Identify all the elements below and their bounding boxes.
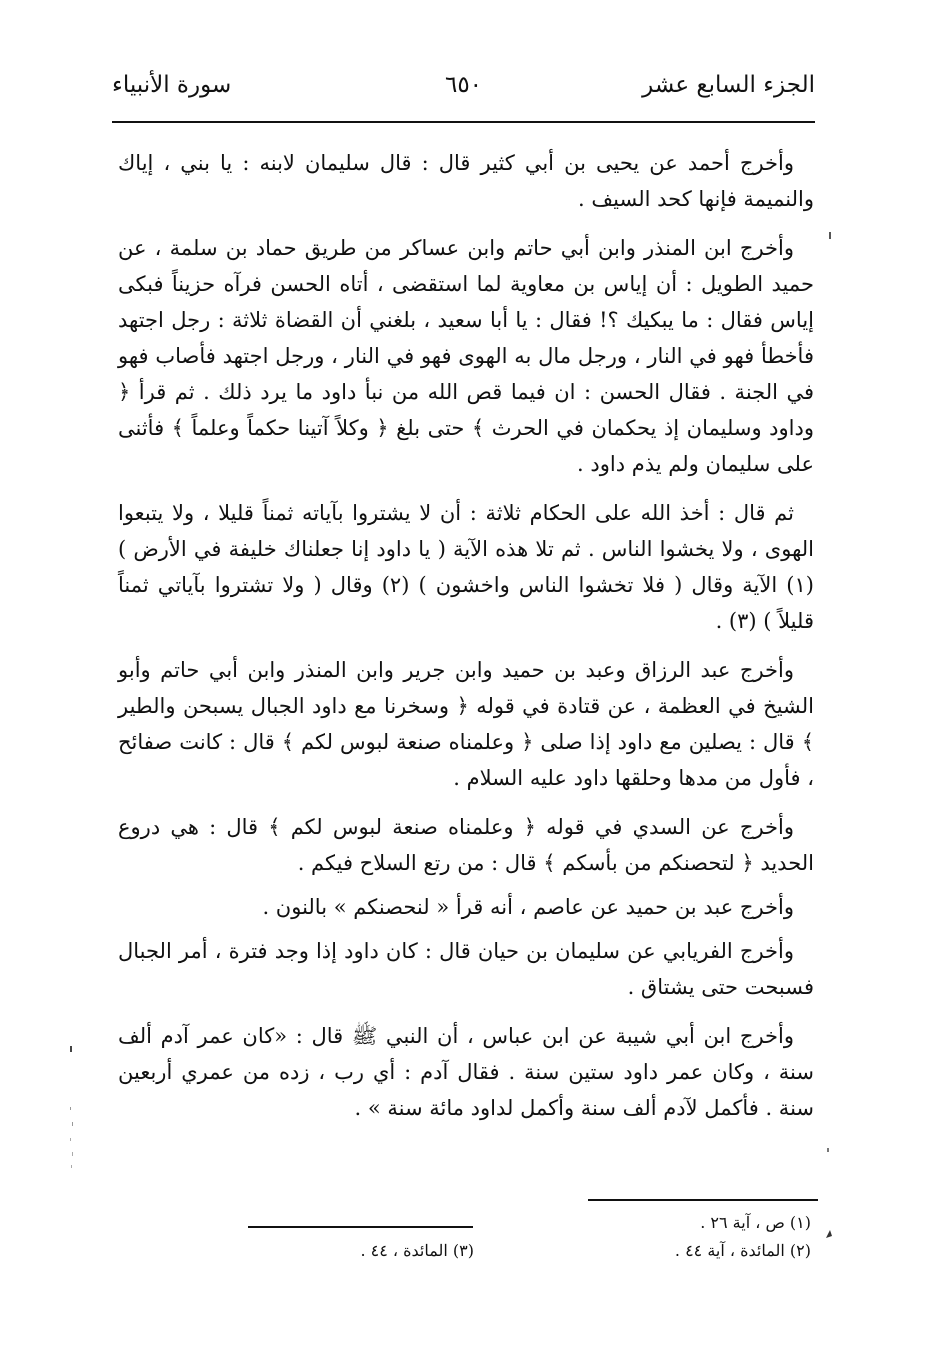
speck: [71, 1165, 72, 1168]
speck: [827, 1148, 829, 1152]
speck: [72, 1122, 73, 1126]
speck: [70, 1046, 72, 1052]
main-text: [118, 145, 814, 1139]
paragraph-3: ثم قال : أخذ الله على الحكام ثلاثة : أن لا يشتروا بآياته ثمناً قليلا ، ولا يتبعوا الهوى ، ولا يخشوا الناس . ثم تلا هذه الآية ( يا داود إنا جعلناك خليفة في الأرض ) (١) الآية وقال ( فلا تخشوا الناس واخشون ) (٢) وقال ( ولا تشتروا بآياتي ثمناً قليلاً ) (٣) .: [118, 501, 814, 633]
speck: [829, 232, 831, 239]
page-header: [112, 68, 815, 108]
paragraph-5: وأخرج عن السدي في قوله ﴿ وعلمناه صنعة لبوس لكم ﴾ قال : هي دروع الحديد ﴿ لتحصنكم من بأسكم ﴾ قال : من رتع السلاح فيكم .: [118, 815, 814, 875]
part-title: الجزء السابع عشر: [642, 72, 815, 98]
paragraph-6: وأخرج عبد بن حميد عن عاصم ، أنه قرأ « لنحصنكم » بالنون .: [262, 895, 794, 919]
surah-title: سورة الأنبياء: [112, 72, 232, 98]
page-number: ٦٥٠: [444, 72, 483, 98]
speck: [72, 1152, 73, 1156]
paragraph-1: وأخرج أحمد عن يحيى بن أبي كثير قال : قال سليمان لابنه : يا بني ، إياك والنميمة فإنها كحد السيف .: [118, 151, 814, 211]
paragraph-7: وأخرج الفريابي عن سليمان بن حيان قال : كان داود إذا وجد فترة ، أمر الجبال فسبحت حتى يشتاق .: [118, 939, 814, 999]
footnote-1: (١) ص ، آية ٢٦ .: [700, 1213, 811, 1232]
footnote-2: (٢) المائدة ، آية ٤٤ .: [674, 1241, 811, 1260]
paragraph-4: وأخرج عبد الرزاق وعبد بن حميد وابن جرير وابن المنذر وابن أبي حاتم وأبو الشيخ في العظمة ، عن قتادة في قوله ﴿ وسخرنا مع داود الجبال يسبحن والطير ﴾ قال : يصلين مع داود إذا صلى ﴿ وعلمناه صنعة لبوس لكم ﴾ قال : كانت صفائح ، فأول من مدها وحلقها داود عليه السلام .: [118, 658, 814, 790]
paragraph-2: وأخرج ابن المنذر وابن أبي حاتم وابن عساكر من طريق حماد بن سلمة ، عن حميد الطويل : أن إياس بن معاوية لما استقضى ، أتاه الحسن فرآه حزيناً فبكى إياس فقال : ما يبكيك ؟! فقال : يا أبا سعيد ، بلغني أن القضاة ثلاثة : رجل اجتهد فأخطأ فهو في النار ، ورجل مال به الهوى فهو في النار ، ورجل اجتهد فأصاب فهو في الجنة . فقال الحسن : ان فيما قص الله من نبأ داود ما يرد ذلك . ثم قرأ ﴿ وداود وسليمان إذ يحكمان في الحرث ﴾ حتى بلغ ﴿ وكلاً آتينا حكماً وعلماً ﴾ فأثنى على سليمان ولم يذم داود .: [118, 236, 814, 476]
footnote-3: (٣) المائدة ، ٤٤ .: [360, 1241, 474, 1260]
speck: [70, 1138, 71, 1141]
speck: [826, 1230, 832, 1238]
header-rule: [112, 121, 815, 123]
footnote-rule-main: [588, 1199, 818, 1201]
paragraph-8: وأخرج ابن أبي شيبة عن ابن عباس ، أن النبي ﷺ قال : «كان عمر آدم ألف سنة ، وكان عمر داود ستين سنة . فقال آدم : أي رب ، زده من عمري أربعين سنة . فأكمل لآدم ألف سنة وأكمل لداود مائة سنة » .: [118, 1024, 814, 1120]
footnote-rule-secondary: [248, 1226, 473, 1228]
speck: [70, 1107, 71, 1110]
